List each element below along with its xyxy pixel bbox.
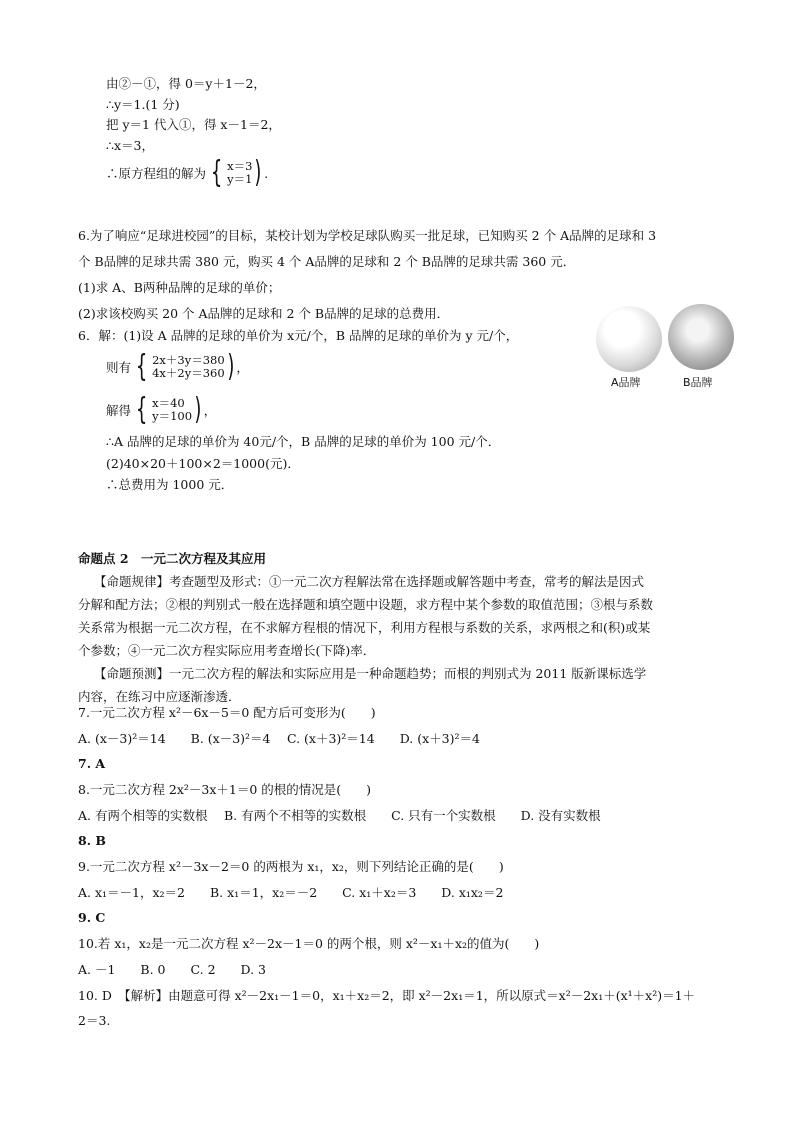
rule-line-3: 关系常为根据一元二次方程，在不求解方程根的情况下，利用方程根与系数的关系，求两根之和(积)或某 <box>78 620 651 635</box>
left-brace: { <box>210 155 223 190</box>
equation-stack <box>152 354 225 380</box>
q6-stem-line-2: 个 B品牌的足球共需 380 元，购买 4 个 A品牌的足球和 2 个 B品牌的足球共需 360 元． <box>78 254 576 269</box>
solution-system <box>106 155 269 190</box>
caption-brand-b: B品牌 <box>683 376 713 389</box>
q6-answer-line-4: ∴总费用为 1000 元． <box>106 477 234 492</box>
rule-line-2: 分解和配方法；②根的判别式一般在选择题和填空题中设题，求方程中某个参数的取值范围；③根与系数 <box>78 597 654 612</box>
derivation-line-1: 由②－①，得 0＝y＋1－2， <box>106 76 266 91</box>
derivation-line-2: ∴y＝1.(1 分) <box>106 97 180 112</box>
result-y: y＝100 <box>152 409 193 423</box>
then-prefix: 则有 <box>106 360 132 375</box>
equation-2: 4x＋2y＝360 <box>152 366 225 380</box>
result-stack <box>152 397 192 423</box>
q10-stem: 10.若 x₁，x₂是一元二次方程 x²－2x－1＝0 的两个根，则 x²－x₁＋x₂的值为( ) <box>78 936 540 951</box>
rule-line-4: 个参数；④一元二次方程实际应用考查增长(下降)率． <box>78 643 376 658</box>
q7-options: A. (x－3)²＝14 B. (x－3)²＝4 C. (x＋3)²＝14 D. (x＋3)²＝4 <box>78 731 480 746</box>
derivation-line-3: 把 y＝1 代入①，得 x－1＝2， <box>106 117 281 132</box>
football-a-image <box>596 306 662 372</box>
prediction-line-2: 内容，在练习中应逐渐渗透． <box>78 689 241 704</box>
q8-options: A. 有两个相等的实数根 B. 有两个不相等的实数根 C. 只有一个实数根 D. 没有实数根 <box>78 808 601 823</box>
solve-prefix: 解得 <box>106 403 132 418</box>
solution-y: y＝1 <box>227 172 253 186</box>
q7-stem: 7.一元二次方程 x²－6x－5＝0 配方后可变形为( ) <box>78 705 376 720</box>
q10-options: A. －1 B. 0 C. 2 D. 3 <box>78 962 267 977</box>
q8-answer: 8. B <box>78 833 106 848</box>
q9-options: A. x₁＝－1，x₂＝2 B. x₁＝1，x₂＝－2 C. x₁＋x₂＝3 D. x₁x₂＝2 <box>78 885 504 900</box>
q9-stem: 9.一元二次方程 x²－3x－2＝0 的两根为 x₁，x₂，则下列结论正确的是( ) <box>78 859 504 874</box>
equation-system <box>106 349 249 384</box>
result-x: x＝40 <box>152 396 185 410</box>
right-paren: ) <box>227 349 235 384</box>
q6-answer-line-2: ∴A 品牌的足球的单价为 40元/个，B 品牌的足球的单价为 100 元/个． <box>106 434 501 449</box>
q6-part-2: (2)求该校购买 20 个 A品牌的足球和 2 个 B品牌的足球的总费用． <box>78 306 450 321</box>
q6-part-1: (1)求 A、B两种品牌的足球的单价； <box>78 280 281 295</box>
left-brace: { <box>135 349 148 384</box>
q6-answer-line-1: 6．解：(1)设 A 品牌的足球的单价为 x元/个，B 品牌的足球的单价为 y 元/个， <box>78 328 519 343</box>
caption-brand-a: A品牌 <box>611 376 641 389</box>
left-brace: { <box>135 392 148 427</box>
solve-suffix: ， <box>203 403 217 418</box>
q10-answer-line-1: 10. D 【解析】由题意可得 x²－2x₁－1＝0，x₁＋x₂＝2，即 x²－2x₁＝1，所以原式＝x²－2x₁＋(x¹＋x²)＝1＋ <box>78 988 696 1003</box>
result-system <box>106 392 217 427</box>
rule-line-1: 【命题规律】考查题型及形式：①一元二次方程解法常在选择题或解答题中考查，常考的解法是因式 <box>94 574 645 589</box>
then-suffix: ， <box>236 360 249 375</box>
football-b-image <box>668 304 734 370</box>
solution-suffix: . <box>264 165 269 181</box>
prediction-line-1: 【命题预测】一元二次方程的解法和实际应用是一种命题趋势；而根的判别式为 2011 版新课标选学 <box>94 666 647 681</box>
section-title: 命题点 2 一元二次方程及其应用 <box>78 551 267 566</box>
q10-answer-line-2: 2＝3. <box>78 1013 111 1028</box>
q8-stem: 8.一元二次方程 2x²－3x＋1＝0 的根的情况是( ) <box>78 782 372 797</box>
solution-x: x＝3 <box>227 159 253 173</box>
right-paren: ) <box>254 155 262 190</box>
derivation-line-4: ∴x＝3， <box>106 138 154 153</box>
q7-answer: 7. A <box>78 756 106 771</box>
q6-stem-line-1: 6.为了响应“足球进校园”的目标，某校计划为学校足球队购买一批足球，已知购买 2 个 A品牌的足球和 3 <box>78 228 657 243</box>
right-paren: ) <box>194 392 202 427</box>
q9-answer: 9. C <box>78 910 106 925</box>
q6-answer-line-3: (2)40×20＋100×2＝1000(元)． <box>106 456 300 471</box>
solution-stack <box>227 160 252 186</box>
equation-1: 2x＋3y＝380 <box>152 353 225 367</box>
solution-prefix: ∴原方程组的解为 <box>106 166 207 181</box>
